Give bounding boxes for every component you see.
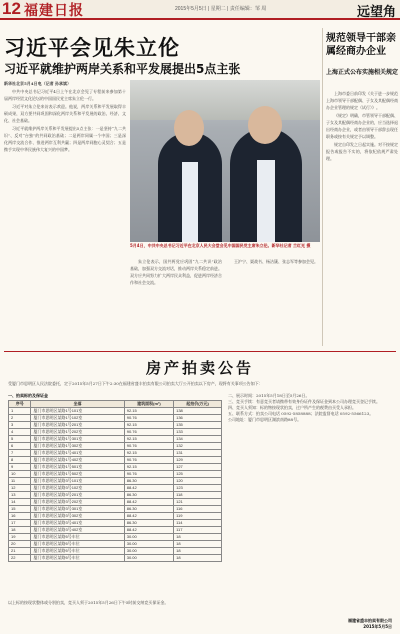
table-cell: 16 bbox=[9, 513, 31, 520]
table-cell: 8 bbox=[9, 457, 31, 464]
table-cell: 13 bbox=[9, 492, 31, 499]
notice-paragraph: 二、展示时间：2015年5月18日至5月26日。 bbox=[228, 393, 310, 398]
sidebar-subtitle: 上海正式公布实施相关规定 bbox=[326, 69, 399, 76]
table-cell: 9 bbox=[9, 464, 31, 471]
section-title: 远望角 bbox=[356, 5, 396, 20]
photo-background-wall bbox=[130, 80, 320, 120]
table-row bbox=[9, 492, 222, 499]
page-number: 12 bbox=[2, 0, 21, 18]
table-cell: 7 bbox=[9, 450, 31, 457]
table-row bbox=[9, 555, 222, 562]
table-cell: 132 bbox=[174, 443, 222, 450]
table-row bbox=[9, 513, 222, 520]
newspaper-logo: 福建日报 bbox=[24, 3, 84, 19]
table-cell: 129 bbox=[174, 457, 222, 464]
notice-title: 房产拍卖公告 bbox=[145, 359, 254, 377]
sidebar-paragraph: 《规定》明确，市管领导干部配偶、子女及其配偶经商办企业的，应当选择退出经商办企业，或者由领导干部辞去现任职务或按有关规定予以调整。 bbox=[326, 113, 398, 139]
table-row bbox=[9, 527, 222, 534]
table-cell: 86.30 bbox=[124, 492, 173, 499]
table-cell: 30.00 bbox=[124, 548, 173, 555]
sidebar-paragraph: 上海市委日前印发《关于进一步规范上海市领导干部配偶、子女及其配偶经商办企业管理的规定（试行）》。 bbox=[326, 91, 398, 110]
table-cell: 厦门市思明区某路3号301室 bbox=[31, 506, 124, 513]
notice-details bbox=[228, 393, 394, 423]
table-cell: 131 bbox=[174, 450, 222, 457]
table-cell: 30.00 bbox=[124, 541, 173, 548]
table-cell: 厦门市思明区某路1号102室 bbox=[31, 415, 124, 422]
table-cell: 119 bbox=[174, 513, 222, 520]
table-cell: 厦门市思明区某路3号402室 bbox=[31, 527, 124, 534]
table-cell: 127 bbox=[174, 464, 222, 471]
photo-caption: 5月4日，中共中央总书记习近平在北京人民大会堂会见中国国民党主席朱立伦。新华社记者 兰红光 摄 bbox=[130, 243, 311, 248]
table-cell: 90.76 bbox=[124, 457, 173, 464]
table-cell: 88.42 bbox=[124, 527, 173, 534]
table-cell: 厦门市思明区某路5号车位 bbox=[31, 541, 124, 548]
table-cell: 92.15 bbox=[124, 436, 173, 443]
table-cell: 92.15 bbox=[124, 450, 173, 457]
table-cell: 厦门市思明区某路1号502室 bbox=[31, 471, 124, 478]
photo-head-left bbox=[174, 110, 204, 146]
table-cell: 114 bbox=[174, 520, 222, 527]
table-cell: 厦门市思明区某路3号401室 bbox=[31, 520, 124, 527]
table-cell: 厦门市思明区某路3号302室 bbox=[31, 513, 124, 520]
table-cell: 121 bbox=[174, 499, 222, 506]
table-row bbox=[9, 436, 222, 443]
article-column-middle bbox=[130, 258, 222, 346]
table-cell: 18 bbox=[174, 541, 222, 548]
table-cell: 1 bbox=[9, 408, 31, 415]
table-row bbox=[9, 499, 222, 506]
table-row bbox=[9, 520, 222, 527]
table-cell: 120 bbox=[174, 478, 222, 485]
column-header: 坐落 bbox=[31, 401, 124, 408]
table-row bbox=[9, 443, 222, 450]
table-row bbox=[9, 485, 222, 492]
table-cell: 92.15 bbox=[124, 464, 173, 471]
column-header: 起拍价(万元) bbox=[174, 401, 222, 408]
table-cell: 88.42 bbox=[124, 499, 173, 506]
table-cell: 20 bbox=[9, 541, 31, 548]
section-divider bbox=[4, 351, 396, 352]
table-cell: 116 bbox=[174, 506, 222, 513]
table-row bbox=[9, 541, 222, 548]
table-cell: 3 bbox=[9, 422, 31, 429]
table-cell: 18 bbox=[174, 555, 222, 562]
photo-shirt-right bbox=[257, 160, 275, 242]
table-row bbox=[9, 506, 222, 513]
table-row bbox=[9, 471, 222, 478]
table-cell: 厦门市思明区某路3号101室 bbox=[31, 478, 124, 485]
table-cell: 厦门市思明区某路3号102室 bbox=[31, 485, 124, 492]
table-cell: 厦门市思明区某路1号202室 bbox=[31, 429, 124, 436]
table-cell: 90.76 bbox=[124, 443, 173, 450]
headline: 习近平会见朱立伦 bbox=[4, 36, 180, 60]
table-cell: 134 bbox=[174, 436, 222, 443]
photo-head-right bbox=[248, 106, 282, 144]
table-cell: 21 bbox=[9, 548, 31, 555]
table-cell: 18 bbox=[174, 548, 222, 555]
news-photo bbox=[130, 80, 320, 242]
table-cell: 厦门市思明区某路1号402室 bbox=[31, 457, 124, 464]
table-cell: 18 bbox=[174, 534, 222, 541]
table-row bbox=[9, 429, 222, 436]
table-cell: 86.30 bbox=[124, 478, 173, 485]
table-cell: 厦门市思明区某路1号201室 bbox=[31, 422, 124, 429]
column-header: 序号 bbox=[9, 401, 31, 408]
table-cell: 6 bbox=[9, 443, 31, 450]
table-cell: 5 bbox=[9, 436, 31, 443]
table-cell: 90.76 bbox=[124, 415, 173, 422]
table-cell: 4 bbox=[9, 429, 31, 436]
table-cell: 17 bbox=[9, 520, 31, 527]
table-row bbox=[9, 457, 222, 464]
auction-table bbox=[8, 400, 222, 562]
sidebar-paragraph: 规定自印发之日起实施。对不按规定报告或报告不实的，将依纪依规严肃处理。 bbox=[326, 142, 398, 161]
table-cell: 125 bbox=[174, 471, 222, 478]
table-row bbox=[9, 408, 222, 415]
table-cell: 88.42 bbox=[124, 513, 173, 520]
table-cell: 2 bbox=[9, 415, 31, 422]
table-cell: 92.15 bbox=[124, 422, 173, 429]
sidebar-title: 规范领导干部亲属经商办企业 bbox=[326, 33, 396, 57]
table-cell: 厦门市思明区某路3号202室 bbox=[31, 499, 124, 506]
table-cell: 117 bbox=[174, 527, 222, 534]
table-cell: 厦门市思明区某路3号201室 bbox=[31, 492, 124, 499]
table-cell: 10 bbox=[9, 471, 31, 478]
table-cell: 86.30 bbox=[124, 506, 173, 513]
article-paragraph: 习近平就维护两岸关系和平发展提出5点主张：一是坚持“九二共识”、反对“台独”的共同政治基础；二是两岸同属一个中国；三是深化两岸交流合作、推进两岸互利共赢；四是两岸同胞心灵契合；五是携手实现中华民族伟大复兴的中国梦。 bbox=[4, 126, 126, 152]
table-cell: 厦门市思明区某路1号301室 bbox=[31, 436, 124, 443]
table-cell: 厦门市思明区某路1号501室 bbox=[31, 464, 124, 471]
article-paragraph: 中共中央总书记习近平4日上午在北京会见了专程前来参加第十届两岸经贸文化论坛的中国国民党主席朱立伦一行。 bbox=[4, 89, 126, 101]
notice-date: 2015年5月5日 bbox=[363, 624, 392, 629]
notice-intro: 受厦门市思明区人民法院委托，定于2015年5月27日下午2:30在福建省盛丰拍卖有限公司拍卖大厅公开拍卖以下房产，现将有关事项公告如下： bbox=[8, 381, 263, 386]
article-paragraph: 习近平对朱立伦来访表示欢迎。他说，两岸关系和平发展取得丰硕成果，双方要共同巩固和深化两岸关系和平发展的政治、经济、文化、社会基础。 bbox=[4, 104, 126, 123]
table-row bbox=[9, 415, 222, 422]
notice-footnote: 以上标的按现状整体或分别拍卖，竞买人须于2015年5月26日下午5时前交纳竞买保证金。 bbox=[8, 600, 169, 605]
table-cell: 厦门市思明区某路5号车位 bbox=[31, 534, 124, 541]
table-cell: 123 bbox=[174, 485, 222, 492]
article-column-left bbox=[4, 80, 126, 346]
table-cell: 厦门市思明区某路1号302室 bbox=[31, 443, 124, 450]
table-row bbox=[9, 422, 222, 429]
article-paragraph: 朱立伦表示，国共两党应巩固“九二共识”政治基础，加强双方交流对话，推动两岸关系稳定前进。双方应共同努力扩大两岸民众利益，促进两岸经济合作和社会交流。 bbox=[130, 259, 222, 285]
table-cell: 92.15 bbox=[124, 408, 173, 415]
article-column-right bbox=[226, 258, 320, 346]
notice-table-heading: 一、拍卖标的及保证金 bbox=[8, 393, 48, 398]
table-cell: 133 bbox=[174, 429, 222, 436]
table-cell: 22 bbox=[9, 555, 31, 562]
table-cell: 厦门市思明区某路1号101室 bbox=[31, 408, 124, 415]
table-cell: 厦门市思明区某路1号401室 bbox=[31, 450, 124, 457]
article-paragraph: 王沪宁、栗战书、杨洁篪、张志军等参加会见。 bbox=[234, 259, 318, 264]
table-cell: 18 bbox=[9, 527, 31, 534]
table-row bbox=[9, 478, 222, 485]
table-cell: 11 bbox=[9, 478, 31, 485]
table-cell: 14 bbox=[9, 499, 31, 506]
table-row bbox=[9, 548, 222, 555]
column-header: 建筑面积(m²) bbox=[124, 401, 173, 408]
auction-company: 福建省盛丰拍卖有限公司 bbox=[348, 618, 392, 623]
table-cell: 厦门市思明区某路5号车位 bbox=[31, 548, 124, 555]
table-cell: 90.76 bbox=[124, 429, 173, 436]
issue-meta: 2015年5月5日 | 星期二 | 责任编辑：邹 周 bbox=[175, 6, 267, 12]
table-cell: 135 bbox=[174, 422, 222, 429]
sidebar-body bbox=[326, 90, 398, 346]
table-cell: 88.42 bbox=[124, 485, 173, 492]
table-cell: 138 bbox=[174, 408, 222, 415]
notice-paragraph: 公司地址：厦门市思明区湖滨南路88号。 bbox=[228, 417, 302, 422]
auction-table-body bbox=[9, 408, 222, 562]
subheadline: 习近平就维护两岸关系和平发展提出5点主张 bbox=[4, 62, 241, 76]
table-header-row bbox=[9, 401, 222, 408]
table-cell: 86.30 bbox=[124, 520, 173, 527]
table-row bbox=[9, 534, 222, 541]
dateline: 新华社北京5月4日电（记者 孙承斌） bbox=[4, 81, 71, 86]
notice-signature bbox=[348, 618, 392, 630]
table-cell: 12 bbox=[9, 485, 31, 492]
table-cell: 118 bbox=[174, 492, 222, 499]
table-cell: 136 bbox=[174, 415, 222, 422]
table-cell: 19 bbox=[9, 534, 31, 541]
table-cell: 90.76 bbox=[124, 471, 173, 478]
table-row bbox=[9, 450, 222, 457]
table-cell: 30.00 bbox=[124, 555, 173, 562]
photo-shirt-left bbox=[182, 162, 198, 242]
table-cell: 30.00 bbox=[124, 534, 173, 541]
notice-paragraph: 五、联系方式：拍卖公司电话 0592-5858888；法院监督电话 0592-5566123。 bbox=[228, 411, 374, 416]
table-cell: 15 bbox=[9, 506, 31, 513]
notice-paragraph: 三、竞买手续：有意竞买者请携带有效身份证件及保证金到本公司办理竞买登记手续。 bbox=[228, 399, 380, 404]
table-row bbox=[9, 464, 222, 471]
column-divider bbox=[322, 28, 323, 346]
notice-paragraph: 四、竞买人须知：标的物按现状拍卖，过户所产生的税费由买受人承担。 bbox=[228, 405, 356, 410]
masthead bbox=[0, 0, 400, 20]
table-cell: 厦门市思明区某路5号车位 bbox=[31, 555, 124, 562]
